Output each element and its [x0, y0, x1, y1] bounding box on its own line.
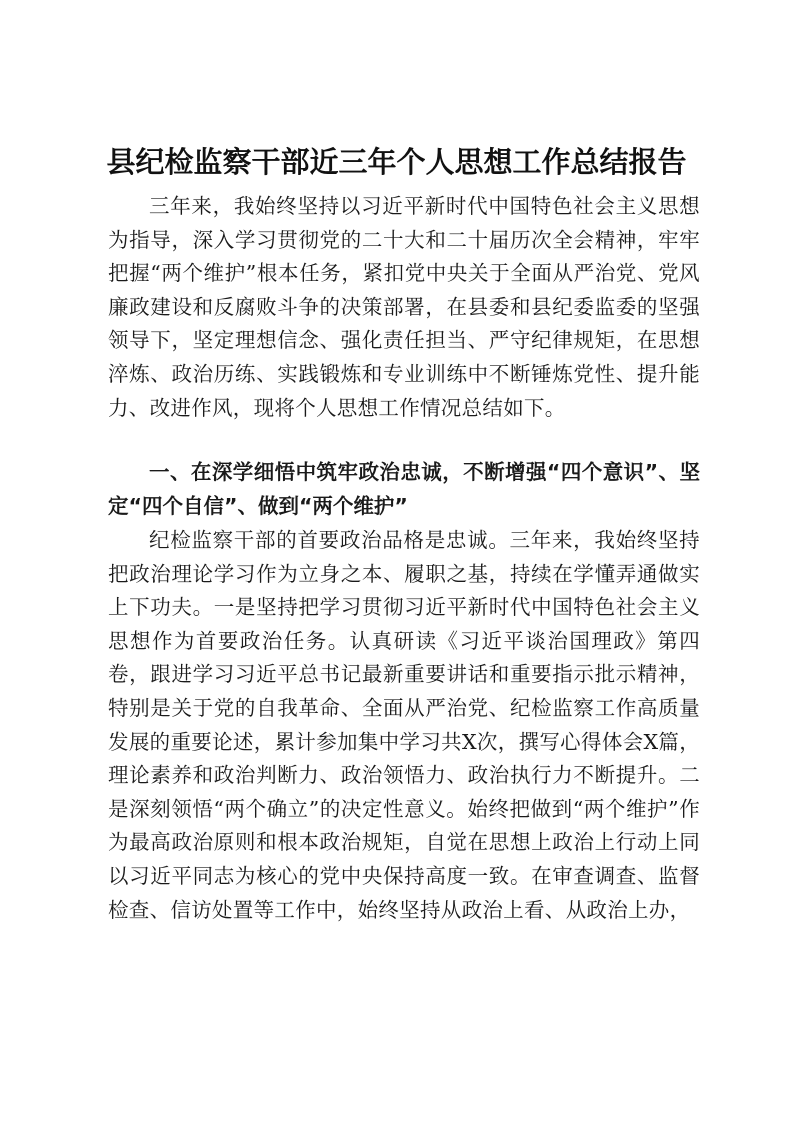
- intro-paragraph: 三年来，我始终坚持以习近平新时代中国特色社会主义思想为指导，深入学习贯彻党的二十大和二十届历次全会精神，牢牢把握“两个维护”根本任务，紧扣党中央关于全面从严治党、党风廉政建设和反腐败斗争的决策部署，在县委和县纪委监委的坚强领导下，坚定理想信念、强化责任担当、严守纪律规矩，在思想淬炼、政治历练、实践锻炼和专业训练中不断锤炼党性、提升能力、改进作风，现将个人思想工作情况总结如下。: [108, 194, 700, 420]
- section-heading: 一、在深学细悟中筑牢政治忠诚，不断增强“四个意识”、坚定“四个自信”、做到“两个维护”: [108, 460, 700, 518]
- document-title: 县纪检监察干部近三年个人思想工作总结报告: [106, 145, 687, 179]
- section-paragraph: 纪检监察干部的首要政治品格是忠诚。三年来，我始终坚持把政治理论学习作为立身之本、履职之基，持续在学懂弄通做实上下功夫。一是坚持把学习贯彻习近平新时代中国特色社会主义思想作为首要政治任务。认真研读《习近平谈治国理政》第四卷，跟进学习习近平总书记最新重要讲话和重要指示批示精神，特别是关于党的自我革命、全面从严治党、纪检监察工作高质量发展的重要论述，累计参加集中学习共X次，撰写心得体会X篇，理论素养和政治判断力、政治领悟力、政治执行力不断提升。二是深刻领悟“两个确立”的决定性意义。始终把做到“两个维护”作为最高政治原则和根本政治规矩，自觉在思想上政治上行动上同以习近平同志为核心的党中央保持高度一致。在审查调查、监督检查、信访处置等工作中，始终坚持从政治上看、从政治上办，: [108, 528, 700, 922]
